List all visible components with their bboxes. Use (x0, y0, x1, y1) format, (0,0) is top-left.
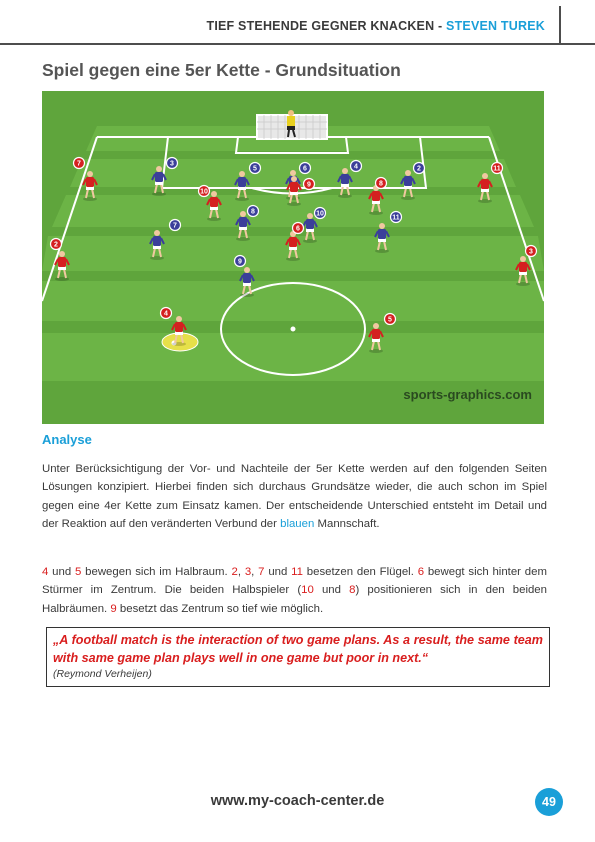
p2-text: bewegt sich hinter dem Stürmer im Zentrum. Die beiden Halbspieler ( (42, 566, 547, 597)
player-number: 5 (253, 165, 257, 173)
player-ref: 11 (291, 566, 303, 578)
page-title: Spiel gegen eine 5er Kette - Grundsituation (42, 60, 401, 80)
player-number: 3 (170, 160, 174, 168)
player-number: 7 (77, 160, 81, 168)
p2-text: und (313, 584, 350, 597)
ball-highlight (162, 333, 198, 351)
p2-text: und (48, 566, 75, 578)
header-separator: - (434, 19, 447, 33)
watermark: sports-graphics.com (403, 387, 532, 402)
player-number: 10 (200, 188, 208, 196)
analysis-paragraph-2 (42, 563, 547, 618)
player-number: 8 (251, 208, 255, 216)
player-ref: 5 (75, 566, 82, 578)
grass-stripes (42, 126, 544, 381)
player-number: 11 (392, 214, 400, 222)
player-number: 9 (238, 258, 242, 266)
player-number: 4 (164, 310, 168, 318)
player-number: 6 (303, 165, 307, 173)
quote-box (46, 627, 550, 687)
player-number: 6 (296, 225, 300, 233)
player-number: 3 (529, 248, 533, 256)
book-title: TIEF STEHENDE GEGNER KNACKEN (206, 19, 435, 33)
p1-text: Unter Berücksichtigung der Vor- und Nachteile der 5er Kette werden auf den folgenden Seiten Lösungen konzipiert. Hierbei finden sich durchaus Grundsätze wieder, die auch schon im Spiel gegen eine 4er Kette zum Einsatz kamen. Der entscheidende Unterschied entsteht im Detail und der Reaktion auf den veränderten Verbund der (42, 463, 547, 531)
quote-author: (Reymond Verheijen) (53, 668, 152, 680)
p2-text: und (264, 566, 292, 578)
player-number: 2 (54, 241, 58, 249)
player-number: 2 (417, 165, 421, 173)
player-ref: 8 (349, 584, 356, 597)
pitch-svg (42, 91, 544, 424)
p2-text: besetzen den Flügel. (302, 566, 418, 578)
player-ref: 6 (417, 566, 425, 578)
book-author: STEVEN TUREK (446, 19, 545, 33)
running-header (206, 19, 545, 33)
section-heading-analyse: Analyse (42, 432, 92, 447)
p1-text-end: Mannschaft. (314, 518, 380, 531)
player-ref: 7 (258, 566, 265, 578)
tactics-diagram (42, 91, 544, 424)
p2-text: , (237, 566, 245, 578)
header-rule (0, 43, 595, 45)
quote-text: „A football match is the interaction of two game plans. As a result, the same team with same game plan plays well in one game but poor in next.“ (53, 633, 543, 665)
player-number: 4 (354, 163, 358, 171)
p2-text: ) positionieren sich in den beiden Halbräumen. (42, 584, 547, 615)
page-number-badge: 49 (535, 788, 563, 816)
player-ref: 4 (42, 566, 49, 578)
player-ref: 9 (110, 602, 117, 615)
player-number: 8 (379, 180, 383, 188)
analysis-paragraph-1 (42, 460, 547, 534)
p2-text: bewegen sich im Halbraum. (81, 566, 232, 578)
player-number: 11 (493, 165, 501, 173)
player-number: 5 (388, 316, 392, 324)
player-number: 10 (316, 210, 324, 218)
p2-text: besetzt das Zentrum so tief wie möglich. (116, 602, 324, 615)
player-ref: 3 (244, 566, 252, 578)
p1-blue-word: blauen (280, 518, 315, 531)
player-ref: 2 (231, 566, 238, 578)
p2-text: , (251, 566, 259, 578)
player-ref: 10 (301, 584, 314, 597)
player-number: 7 (173, 222, 177, 230)
header-vertical-rule (559, 6, 561, 44)
header-bar (0, 0, 595, 46)
footer-url: www.my-coach-center.de (210, 793, 385, 809)
player-number: 9 (307, 181, 311, 189)
